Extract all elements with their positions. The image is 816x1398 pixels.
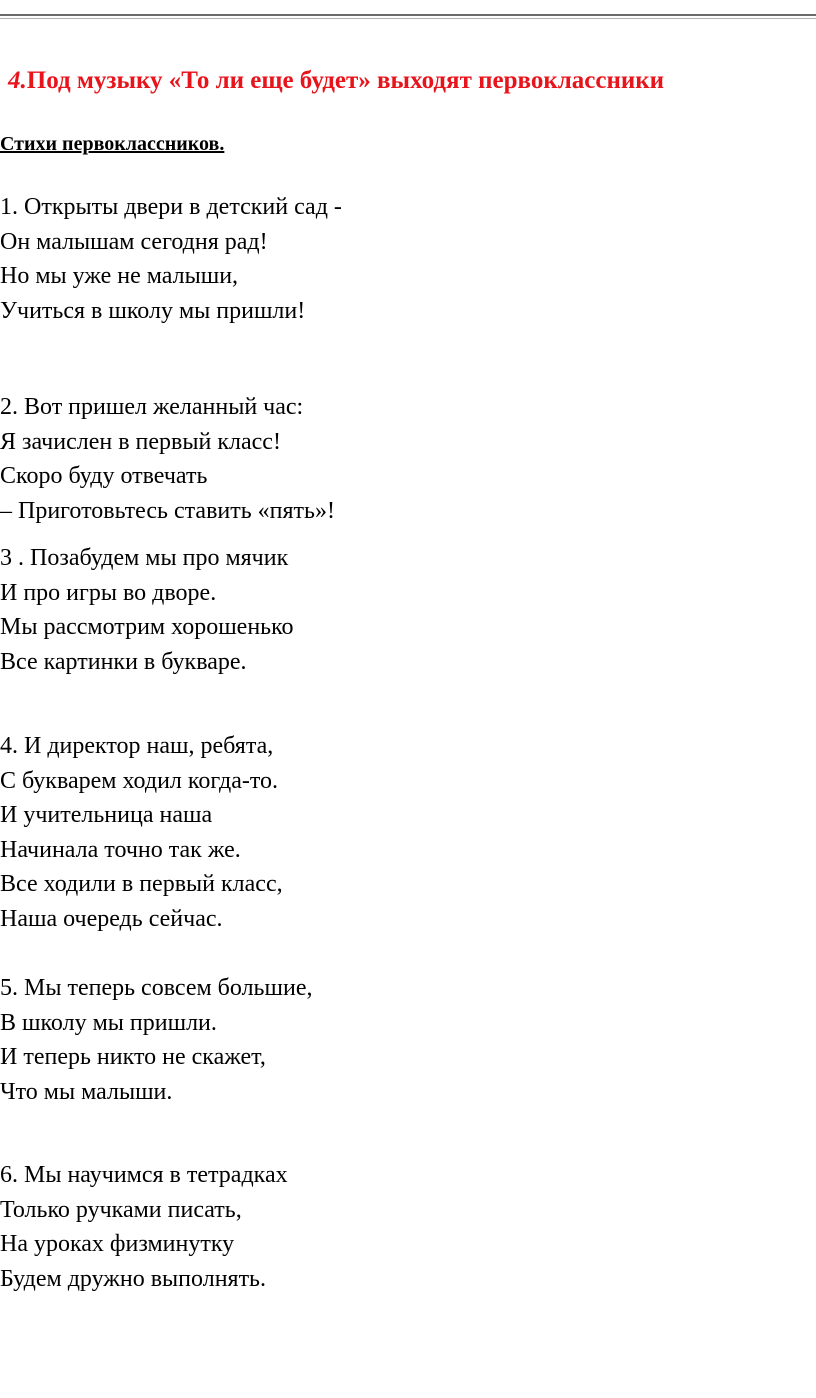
verse-line: Начинала точно так же. (0, 836, 241, 863)
verse-line: Мы рассмотрим хорошенько (0, 614, 294, 640)
verse-line: Будем дружно выполнять. (0, 1265, 267, 1292)
top-rule (0, 14, 816, 16)
verse-6 (0, 1158, 288, 1296)
verse-line: Он малышам сегодня рад! (0, 228, 268, 255)
verse-line: С букварем ходил когда-то. (0, 767, 279, 794)
verse-line: 1. Открыты двери в детский сад - (0, 194, 342, 220)
verse-line: В школу мы пришли. (0, 1009, 217, 1036)
verse-line: Что мы малыши. (0, 1078, 173, 1105)
verse-line: – Приготовьтесь ставить «пять»! (0, 497, 335, 524)
poems-subheading: Стихи первоклассников. (0, 133, 225, 155)
verse-line: Учиться в школу мы пришли! (0, 297, 306, 324)
verse-line: 5. Мы теперь совсем большие, (0, 975, 313, 1001)
verse-line: И учительница наша (0, 802, 213, 828)
verse-line: Все картинки в букваре. (0, 648, 247, 675)
verse-2 (0, 390, 335, 528)
verse-line: И про игры во дворе. (0, 579, 217, 606)
verse-4 (0, 729, 283, 936)
verse-line: Только ручками писать, (0, 1196, 242, 1223)
top-rule-secondary (0, 18, 816, 19)
verse-line: И теперь никто не скажет, (0, 1044, 266, 1070)
verse-3 (0, 541, 294, 679)
verse-line: Все ходили в первый класс, (0, 871, 283, 897)
heading-number: 4. (8, 67, 27, 94)
verse-line: Скоро буду отвечать (0, 463, 208, 489)
verse-line: 4. И директор наш, ребята, (0, 733, 274, 759)
verse-line: 2. Вот пришел желанный час: (0, 394, 304, 420)
verse-5 (0, 971, 312, 1109)
verse-line: На уроках физминутку (0, 1231, 235, 1257)
verse-line: Но мы уже не малыши, (0, 263, 239, 289)
verse-line: 6. Мы научимся в тетрадках (0, 1162, 288, 1188)
verse-line: 3 . Позабудем мы про мячик (0, 545, 289, 571)
verse-line: Наша очередь сейчас. (0, 905, 223, 932)
verse-1 (0, 190, 342, 328)
verse-line: Я зачислен в первый класс! (0, 428, 281, 455)
section-heading (8, 64, 664, 98)
heading-text: Под музыку «То ли еще будет» выходят первоклассники (26, 67, 665, 94)
